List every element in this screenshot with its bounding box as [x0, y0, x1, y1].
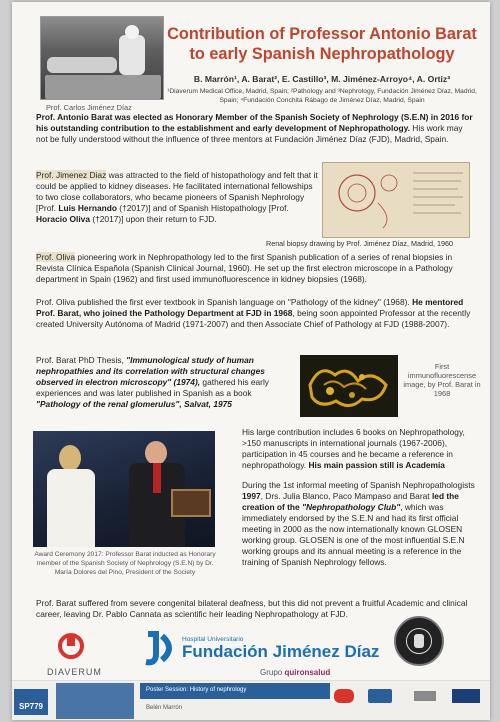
nephropathology-club-paragraph	[242, 480, 476, 568]
poster-code-badge: SP779	[14, 689, 48, 715]
drawing-caption: Renal biopsy drawing by Prof. Jiménez Díaz, Madrid, 1960	[266, 239, 453, 248]
tie	[153, 463, 161, 493]
title-line-1: Contribution of Professor Antonio Barat	[167, 25, 477, 43]
jimenez-text-3: (†2017)] upon their return to FJD.	[90, 214, 217, 224]
congress-banner	[56, 683, 134, 719]
jimenez-text-1: was attracted to the field of histopathology and felt that it could be applied to kidney diseases. He facilitated international fellowships to two close collaborators, who became pioneers of Spanish Nephrology [Prof.	[36, 170, 318, 213]
award-box	[171, 489, 211, 517]
jimenez-text-2: (†2017)] and of Spanish Histopathology [Prof.	[116, 203, 289, 213]
thesis-pre: Prof. Barat PhD Thesis,	[36, 355, 127, 365]
sponsor-logo-3	[414, 691, 436, 701]
title-line-2: to early Spanish Nephropathology	[189, 45, 455, 63]
diaverum-logo	[47, 632, 102, 677]
sponsor-logo-1	[334, 689, 354, 703]
intro-bold: Prof. Antonio Barat was elected as Honorary Member of the Spanish Society of Nephrology (S.E.N) in 2016 for his outstanding contribution to the establishment and early development of Nephropathology.	[36, 112, 473, 133]
during-rest: , which was immediately endorsed by the S.E.N and had its first official meeting in 2000 as the now internationally known GLOSEN working group. GLOSEN is one of the most influential S.E.N working groups and its annual meeting is a reference in the training of Spanish Nephrology fellows.	[242, 502, 465, 567]
jimenez-name: Prof. Jimenez Diaz	[36, 170, 107, 180]
award-caption: Award Ceremony 2017: Professor Barat inducted as Honorary member of the Spanish Society of Nephrology (S.E.N) by Dr. María Dolores del Pino, President of the Society	[34, 551, 216, 576]
oliva-textbook-paragraph	[36, 297, 476, 330]
closing-paragraph: Prof. Barat suffered from severe congenital bilateral deafness, but this did not prevent a fruitful Academic and clinical career, leaving Dr. Pablo Cannata as scientific heir leading Nephropathology at FJD.	[36, 598, 468, 619]
thesis-mid: gathered his early experiences and was later published in Spanish as a book	[36, 377, 269, 398]
oliva-text: pioneering work in Nephropathology led to the first Spanish publication of a series of renal biopsies in Revista Clínica Española (Spanish Clinical Journal, 1960). He set up the first electron microscope in a Pathology department in Spain (1962) and first used immunofluorescence in kidney biopsies (1968).	[36, 252, 453, 284]
intro-paragraph	[36, 112, 476, 145]
renal-biopsy-drawing	[322, 162, 470, 238]
club-name: "Nephropathology Club"	[299, 502, 401, 512]
award-ceremony-photo	[33, 431, 215, 547]
hernando-name: Luis Hernando	[58, 203, 117, 213]
sponsor-logo-4	[452, 689, 480, 703]
diaverum-icon	[57, 632, 97, 660]
oliva2-bold: He mentored Prof. Barat, who joined the Pathology Department at FJD in 1968	[36, 297, 464, 318]
diaverum-text: DIAVERUM	[47, 667, 102, 677]
footer-band	[12, 680, 490, 720]
jimenez-paragraph	[36, 170, 318, 225]
oliva2-text: Prof. Oliva published the first ever textbook in Spanish language on "Pathology of the kidney" (1968).	[36, 297, 413, 307]
presenter-name: Belén Marrón	[146, 705, 183, 711]
during-mid: , Drs. Julia Blanco, Paco Mampaso and Barat	[260, 491, 432, 501]
oliva-name: Prof. Oliva	[36, 252, 76, 262]
contribution-paragraph	[242, 427, 476, 471]
affiliations: ¹Diaverum Medical Office, Madrid, Spain; ²Pathology and ³Nephrology, Fundación Jiménez Díaz, Madrid, Spain; ⁴Fundación Conchita Rábago de Jiménez Díaz, Madrid, Spain	[167, 88, 477, 104]
poster-title	[162, 24, 482, 64]
fjd-small-text: Hospital Universitario	[182, 635, 244, 643]
woman-head	[59, 445, 81, 471]
contrib-text: His large contribution includes 6 books on Nephropathology, >150 manuscripts in international journals (1967-2006), participation in 45 courses and he became a reference in nephropathology.	[242, 427, 465, 470]
during-text: During the 1st informal meeting of Spanish Nephropathologists	[242, 480, 475, 490]
authors: B. Marrón¹, A. Barat², E. Castillo³, M. Jiménez-Arroyo⁴, A. Ortiz³	[193, 74, 451, 84]
sponsor-logo-2	[368, 689, 392, 703]
fjd-icon	[140, 630, 178, 666]
poster	[12, 2, 490, 720]
institution-seal	[394, 616, 444, 666]
immuno-caption: First immunofluorescense image, by Prof. Barat in 1968	[403, 362, 481, 398]
fjd-big-text: Fundación Jiménez Díaz	[182, 641, 380, 661]
historic-photo	[40, 16, 164, 100]
woman-figure	[47, 469, 95, 547]
immunofluorescence-image	[300, 355, 398, 417]
thesis-paragraph	[36, 355, 294, 410]
thesis-title: "Immunological study of human nephropathies and its correlation with structural changes observed in electron microscopy" (1974),	[36, 355, 265, 387]
during-bold: led the creation of the	[242, 491, 459, 512]
session-label: Poster Session: History of nephrology	[146, 687, 247, 693]
thesis-book: "Pathology of the renal glomerulus", Salvat, 1975	[36, 399, 232, 409]
intro-rest: His work may not be fully understood without the influence of three mentors at Fundación Jiménez Díaz (FJD), Madrid, Spain.	[36, 123, 463, 144]
contrib-bold: His main passion still is Academia	[308, 460, 445, 470]
oliva-name-bold: Horacio Oliva	[36, 214, 90, 224]
fjd-logo	[140, 630, 379, 677]
fjd-group: Grupo	[260, 668, 283, 677]
photo-caption: Prof. Carlos Jiménez Díaz	[46, 103, 132, 112]
oliva-paragraph	[36, 252, 476, 285]
during-year: 1997	[242, 491, 261, 501]
quironsalud: quironsalud	[284, 668, 331, 677]
man-head	[145, 441, 167, 465]
oliva2-rest: , being soon appointed Professor at the recently created University Autónoma of Madrid (1971-2007) and then Associate Chief of Pathology at FJD (1988-2007).	[36, 308, 471, 329]
